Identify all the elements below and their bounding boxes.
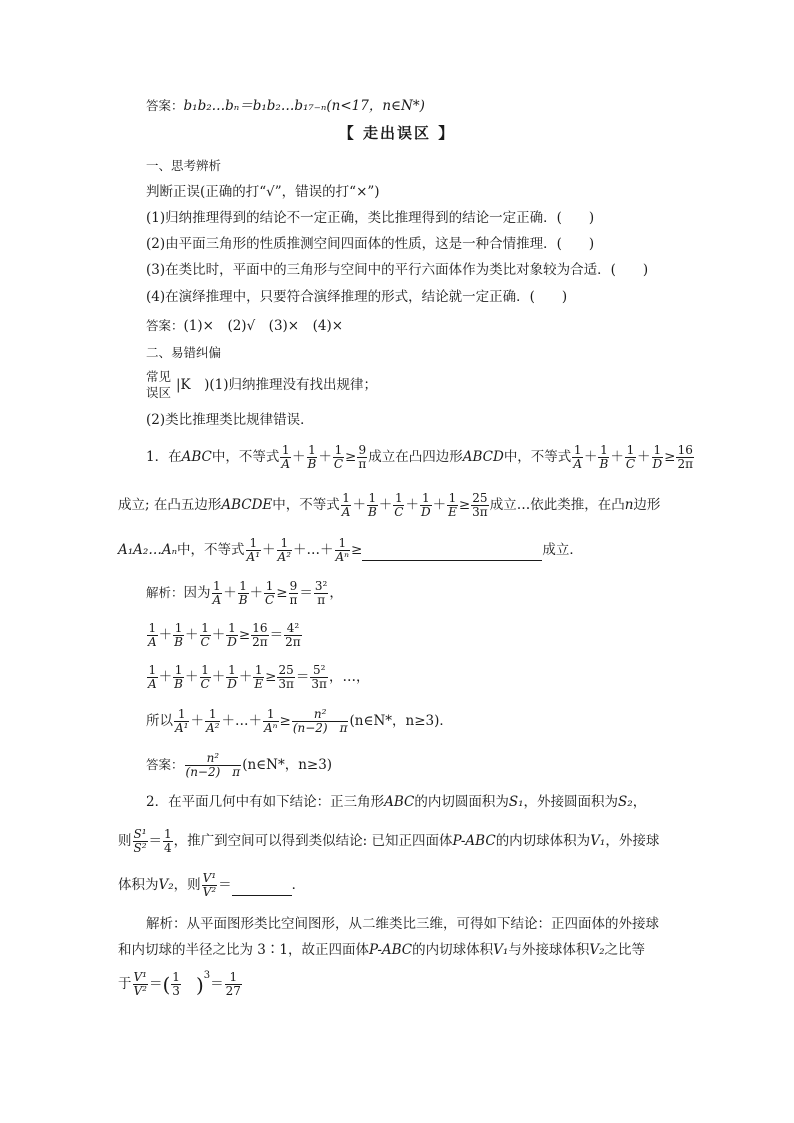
op: ＋	[352, 497, 366, 513]
denominator: B	[599, 457, 609, 471]
q1-text: 中，不等式	[177, 542, 245, 558]
denominator: B	[238, 593, 248, 607]
denominator: π	[358, 457, 367, 471]
op: ＝	[299, 585, 313, 601]
op: ＋	[249, 585, 264, 601]
denominator: A	[148, 677, 157, 691]
q2-text: 则	[118, 833, 132, 849]
denominator: 2π	[285, 635, 301, 649]
op: ≥	[279, 713, 291, 729]
q2-text: 的内切球体积为	[495, 833, 591, 849]
paren-close: )	[195, 972, 204, 997]
q2-v1: V₁	[493, 942, 509, 958]
denominator: 3π	[472, 505, 488, 519]
numerator: 1	[335, 537, 351, 551]
error-item-1: (1)归纳推理没有找出规律；	[209, 377, 378, 393]
denominator: A	[212, 593, 222, 607]
fraction	[393, 492, 404, 519]
q2-s1: S₁	[508, 794, 524, 810]
op: ＋	[185, 627, 199, 643]
q2-solution-line-2	[118, 940, 645, 960]
op: ＋	[405, 497, 419, 513]
q1-text: 成立．	[542, 542, 583, 558]
numerator: 1	[600, 443, 608, 457]
numerator: 1	[254, 663, 263, 677]
section-title: 【 走出误区 】	[338, 124, 456, 142]
op: ＋	[378, 497, 393, 513]
q1-line-1	[146, 444, 695, 471]
op: ＝	[148, 976, 163, 992]
denominator: A²	[205, 721, 220, 735]
fraction	[173, 664, 184, 691]
numerator: 1	[342, 491, 350, 505]
op: ＋	[583, 449, 598, 465]
q1-pentagon: ABCDE	[221, 497, 273, 513]
numerator: 1	[653, 443, 662, 457]
fraction	[238, 580, 249, 607]
fraction	[263, 708, 279, 735]
denominator: C	[333, 457, 344, 471]
op: ＋	[610, 449, 624, 465]
denominator: V²	[133, 984, 147, 998]
q2-solution-line-1	[146, 914, 659, 934]
answer-line-top	[146, 96, 425, 116]
q1-text: 所以	[146, 713, 173, 729]
exponent: 3	[203, 970, 211, 981]
fraction	[335, 537, 351, 564]
numerator: 1	[174, 621, 183, 635]
common-errors-row	[146, 369, 377, 403]
answer-label: 答案：	[146, 98, 184, 113]
numerator: S¹	[133, 827, 147, 841]
fraction	[200, 622, 211, 649]
fraction	[225, 971, 242, 998]
op: ＋	[238, 669, 253, 685]
numerator: 9	[289, 579, 298, 593]
fraction	[284, 622, 302, 649]
q2-line-2	[118, 828, 659, 855]
q2-v1: V₁	[590, 833, 606, 849]
numerator: V¹	[202, 871, 217, 885]
fraction	[147, 664, 158, 691]
numerator: 3²	[314, 579, 328, 593]
fraction	[205, 708, 220, 735]
op: ＋	[158, 627, 173, 643]
part1-heading: 一、思考辨析	[146, 158, 222, 173]
numerator: V¹	[133, 970, 147, 984]
denominator: 3π	[311, 677, 327, 691]
numerator: 25	[278, 663, 294, 677]
q2-solution-line-3	[118, 966, 243, 998]
q1-line-3	[118, 537, 583, 564]
op: ＝	[269, 627, 284, 643]
fraction	[280, 444, 291, 471]
q1-text: 边形	[633, 497, 661, 513]
q1-text: 成立在凸四边形	[368, 449, 463, 465]
fraction	[173, 622, 184, 649]
q1-answer-line	[146, 752, 332, 779]
numerator: 1	[201, 663, 209, 677]
fraction	[212, 580, 223, 607]
fraction	[277, 664, 295, 691]
fraction	[226, 664, 238, 691]
fraction	[292, 708, 349, 735]
numerator: 4²	[284, 622, 302, 636]
op: ＋…＋	[221, 713, 262, 729]
q2-text: ，外接球	[605, 833, 660, 849]
denominator: C	[265, 593, 275, 607]
fraction	[625, 444, 636, 471]
numerator: 1	[164, 827, 172, 841]
denominator: π	[317, 593, 326, 607]
solution-label: 解析：	[146, 585, 184, 600]
q2-text: 的内切圆面积为	[414, 794, 509, 810]
q2-text: ，推广到空间可以得到类似结论: 已知正四面体	[173, 833, 453, 849]
q1-n: n	[624, 497, 634, 513]
denominator: V²	[202, 885, 217, 899]
op: ＋	[262, 542, 276, 558]
numerator: 1	[148, 663, 157, 677]
denominator: 2π	[677, 457, 693, 471]
fraction	[367, 492, 378, 519]
numerator: 1	[148, 621, 157, 635]
q1-text: 中，不等式	[272, 497, 340, 513]
denominator: A	[148, 635, 157, 649]
numerator: 1	[421, 491, 430, 505]
denominator: Aⁿ	[263, 721, 278, 735]
op: ≥	[458, 497, 471, 513]
q2-triangle: ABC	[384, 794, 415, 810]
numerator: 1	[626, 443, 635, 457]
q1-text: 成立…依此类推，在凸	[489, 497, 625, 513]
part1-item-1: (1)归纳推理得到的结论不一定正确，类比推理得到的结论一定正确．( )	[146, 210, 595, 226]
q2-text: 2．在平面几何中有如下结论：正三角形	[146, 794, 385, 810]
denominator: C	[394, 505, 404, 519]
denominator: C	[200, 635, 210, 649]
fraction	[357, 444, 367, 471]
q1-solution-line-2	[146, 622, 303, 649]
denominator: D	[420, 505, 431, 519]
answer-label: 答案：	[146, 318, 184, 333]
denominator: Aⁿ	[335, 550, 350, 564]
denominator: 3	[172, 984, 180, 998]
denominator: E	[448, 505, 457, 519]
denominator: B	[174, 635, 183, 649]
answer-expression: b₁b₂…bₙ＝b₁b₂…b₁₇₋ₙ(n<17，n∈N*)	[183, 98, 425, 114]
numerator: 1	[263, 708, 279, 722]
op: ＝	[148, 833, 163, 849]
numerator: n²	[185, 752, 242, 766]
tag-bottom: 误区	[146, 385, 172, 400]
numerator: 1	[225, 971, 242, 985]
fraction	[253, 664, 264, 691]
numerator: n²	[292, 708, 349, 722]
q2-line-3	[118, 872, 305, 899]
q2-v2: V₂	[158, 877, 174, 893]
numerator: 1	[205, 708, 220, 722]
answer-blank[interactable]	[232, 875, 292, 896]
paren-open: (	[162, 972, 171, 997]
q2-line-1	[146, 792, 646, 812]
op: ＋	[223, 585, 237, 601]
numerator: 1	[368, 491, 377, 505]
q2-tetrahedron: P-ABC	[452, 833, 496, 849]
q1-text: (n∈N*，n≥3)．	[349, 713, 453, 729]
numerator: 25	[472, 491, 488, 505]
fraction	[333, 444, 344, 471]
q1-text: (n∈N*，n≥3)	[242, 757, 333, 773]
op: ≥	[345, 449, 357, 465]
denominator: A¹	[175, 721, 189, 735]
q1-text: 因为	[183, 585, 211, 601]
tag-top: 常见	[146, 369, 172, 384]
fraction	[147, 622, 158, 649]
fraction	[200, 664, 211, 691]
numerator: 16	[677, 443, 693, 457]
numerator: 1	[448, 491, 457, 505]
numerator: 16	[252, 621, 268, 635]
answer-label: 答案：	[146, 757, 184, 772]
op: ，…，	[328, 669, 370, 685]
fraction	[163, 828, 173, 855]
tag-mark: |K )	[176, 377, 210, 393]
answer-blank[interactable]	[362, 540, 542, 561]
fraction	[598, 444, 609, 471]
fraction	[471, 492, 489, 519]
q1-polygon: A₁A₂…Aₙ	[118, 542, 178, 558]
q2-text: 体积为	[118, 877, 159, 893]
numerator: 1	[201, 621, 209, 635]
op: ＝	[210, 976, 224, 992]
fraction	[251, 622, 269, 649]
numerator: 1	[174, 663, 183, 677]
q1-solution-line-3	[146, 664, 369, 691]
denominator: B	[174, 677, 183, 691]
denominator: A	[341, 505, 351, 519]
denominator: D	[227, 635, 237, 649]
fraction	[133, 971, 148, 998]
part1-item-4: (4)在演绎推理中，只要符合演绎推理的形式，结论就一定正确．( )	[146, 289, 568, 305]
q2-solution-text: 之比等	[604, 942, 645, 958]
q1-text: 1．在	[146, 449, 182, 465]
op: ，	[329, 585, 343, 601]
part1-intro: 判断正误(正确的打“√”，错误的打“×”)	[146, 184, 380, 200]
op: ＋…＋	[293, 542, 334, 558]
error-item-2: (2)类比推理类比规律错误．	[146, 412, 314, 428]
q2-solution-text: 于	[118, 976, 132, 992]
fraction	[652, 444, 664, 471]
denominator: π	[289, 593, 298, 607]
fraction	[171, 971, 181, 998]
op: ＋	[158, 669, 173, 685]
numerator: 1	[265, 579, 274, 593]
numerator: 9	[358, 443, 367, 457]
denominator: C	[200, 677, 210, 691]
op: ≥	[265, 669, 277, 685]
numerator: 1	[246, 537, 261, 551]
q2-s2: S₂	[618, 794, 633, 810]
numerator: 1	[277, 537, 292, 551]
numerator: 5²	[310, 664, 328, 678]
op: ＋	[432, 497, 447, 513]
q2-solution-text: 和内切球的半径之比为 3∶1，故正四面体	[118, 942, 369, 958]
fraction	[277, 537, 292, 564]
op: ＋	[318, 449, 332, 465]
part1-answer-line	[146, 316, 343, 336]
numerator: 1	[228, 621, 236, 635]
denominator: B	[307, 457, 317, 471]
fraction	[341, 492, 352, 519]
op: ≥	[351, 542, 363, 558]
numerator: 1	[308, 443, 316, 457]
fraction	[314, 580, 328, 607]
denominator: 27	[225, 984, 241, 998]
op: ＝	[295, 669, 310, 685]
answer-text: (1)× (2)√ (3)× (4)×	[183, 318, 344, 334]
q2-text: ，则	[173, 877, 201, 893]
denominator: A¹	[246, 550, 261, 564]
fraction	[226, 622, 238, 649]
denominator: 4	[164, 841, 172, 855]
numerator: 1	[281, 443, 290, 457]
op: ＋	[637, 449, 651, 465]
op: ≥	[664, 449, 676, 465]
op: ＋	[211, 669, 226, 685]
fraction	[447, 492, 458, 519]
fraction	[289, 580, 299, 607]
denominator: A	[573, 457, 582, 471]
q1-text: 成立; 在凸五边形	[118, 497, 222, 513]
common-errors-tag	[146, 369, 176, 401]
op: ≥	[238, 627, 251, 643]
fraction	[264, 580, 275, 607]
denominator: 2π	[252, 635, 268, 649]
part1-item-2: (2)由平面三角形的性质推测空间四面体的性质，这是一种合情推理．( )	[146, 236, 595, 252]
q1-text: 中，不等式	[211, 449, 280, 465]
fraction	[310, 664, 328, 691]
q1-triangle: ABC	[181, 449, 212, 465]
denominator: (n−2) π	[185, 765, 241, 779]
fraction	[572, 444, 583, 471]
part1-item-3: (3)在类比时，平面中的三角形与空间中的平行六面体作为类比对象较为合适．( )	[146, 262, 649, 278]
denominator: 3π	[278, 677, 294, 691]
denominator: A²	[277, 550, 292, 564]
q2-v2: V₂	[589, 942, 605, 958]
q1-solution-line-1	[146, 580, 343, 607]
denominator: D	[227, 677, 237, 691]
q1-line-2	[118, 492, 660, 519]
numerator: 1	[174, 708, 189, 722]
numerator: 1	[172, 970, 180, 984]
numerator: 1	[239, 579, 247, 593]
denominator: B	[367, 505, 377, 519]
op: ＋	[292, 449, 306, 465]
numerator: 1	[573, 443, 582, 457]
fraction	[174, 708, 189, 735]
denominator: A	[281, 457, 291, 471]
fraction	[185, 752, 242, 779]
denominator: D	[652, 457, 663, 471]
fraction	[133, 828, 148, 855]
op: ＋	[190, 713, 204, 729]
numerator: 1	[228, 663, 236, 677]
part2-heading: 二、易错纠偏	[146, 345, 222, 360]
q2-solution-text: 解析：从平面图形类比空间图形，从二维类比三维，可得如下结论：正四面体的外接球	[146, 916, 659, 932]
q1-quad: ABCD	[462, 449, 504, 465]
numerator: 1	[395, 491, 403, 505]
numerator: 1	[334, 443, 343, 457]
op: ≥	[276, 585, 288, 601]
numerator: 1	[213, 579, 221, 593]
denominator: C	[625, 457, 635, 471]
fraction	[307, 444, 318, 471]
q1-solution-line-4	[146, 708, 453, 735]
fraction	[246, 537, 261, 564]
op: ＋	[211, 627, 226, 643]
op: ＝	[218, 877, 232, 893]
denominator: (n−2) π	[292, 721, 348, 735]
denominator: S²	[133, 841, 147, 855]
q2-solution-text: 的内切球体积	[412, 942, 494, 958]
q2-text: ．	[291, 877, 306, 893]
op: ＋	[185, 669, 199, 685]
denominator: E	[254, 677, 264, 691]
q2-solution-text: 与外接球体积	[508, 942, 590, 958]
q2-text: ，	[632, 794, 647, 810]
q1-text: 中，不等式	[503, 449, 572, 465]
fraction	[676, 444, 694, 471]
fraction	[420, 492, 432, 519]
q2-tetrahedron: P-ABC	[368, 942, 413, 958]
fraction	[202, 872, 217, 899]
q2-text: ，外接圆面积为	[523, 794, 619, 810]
